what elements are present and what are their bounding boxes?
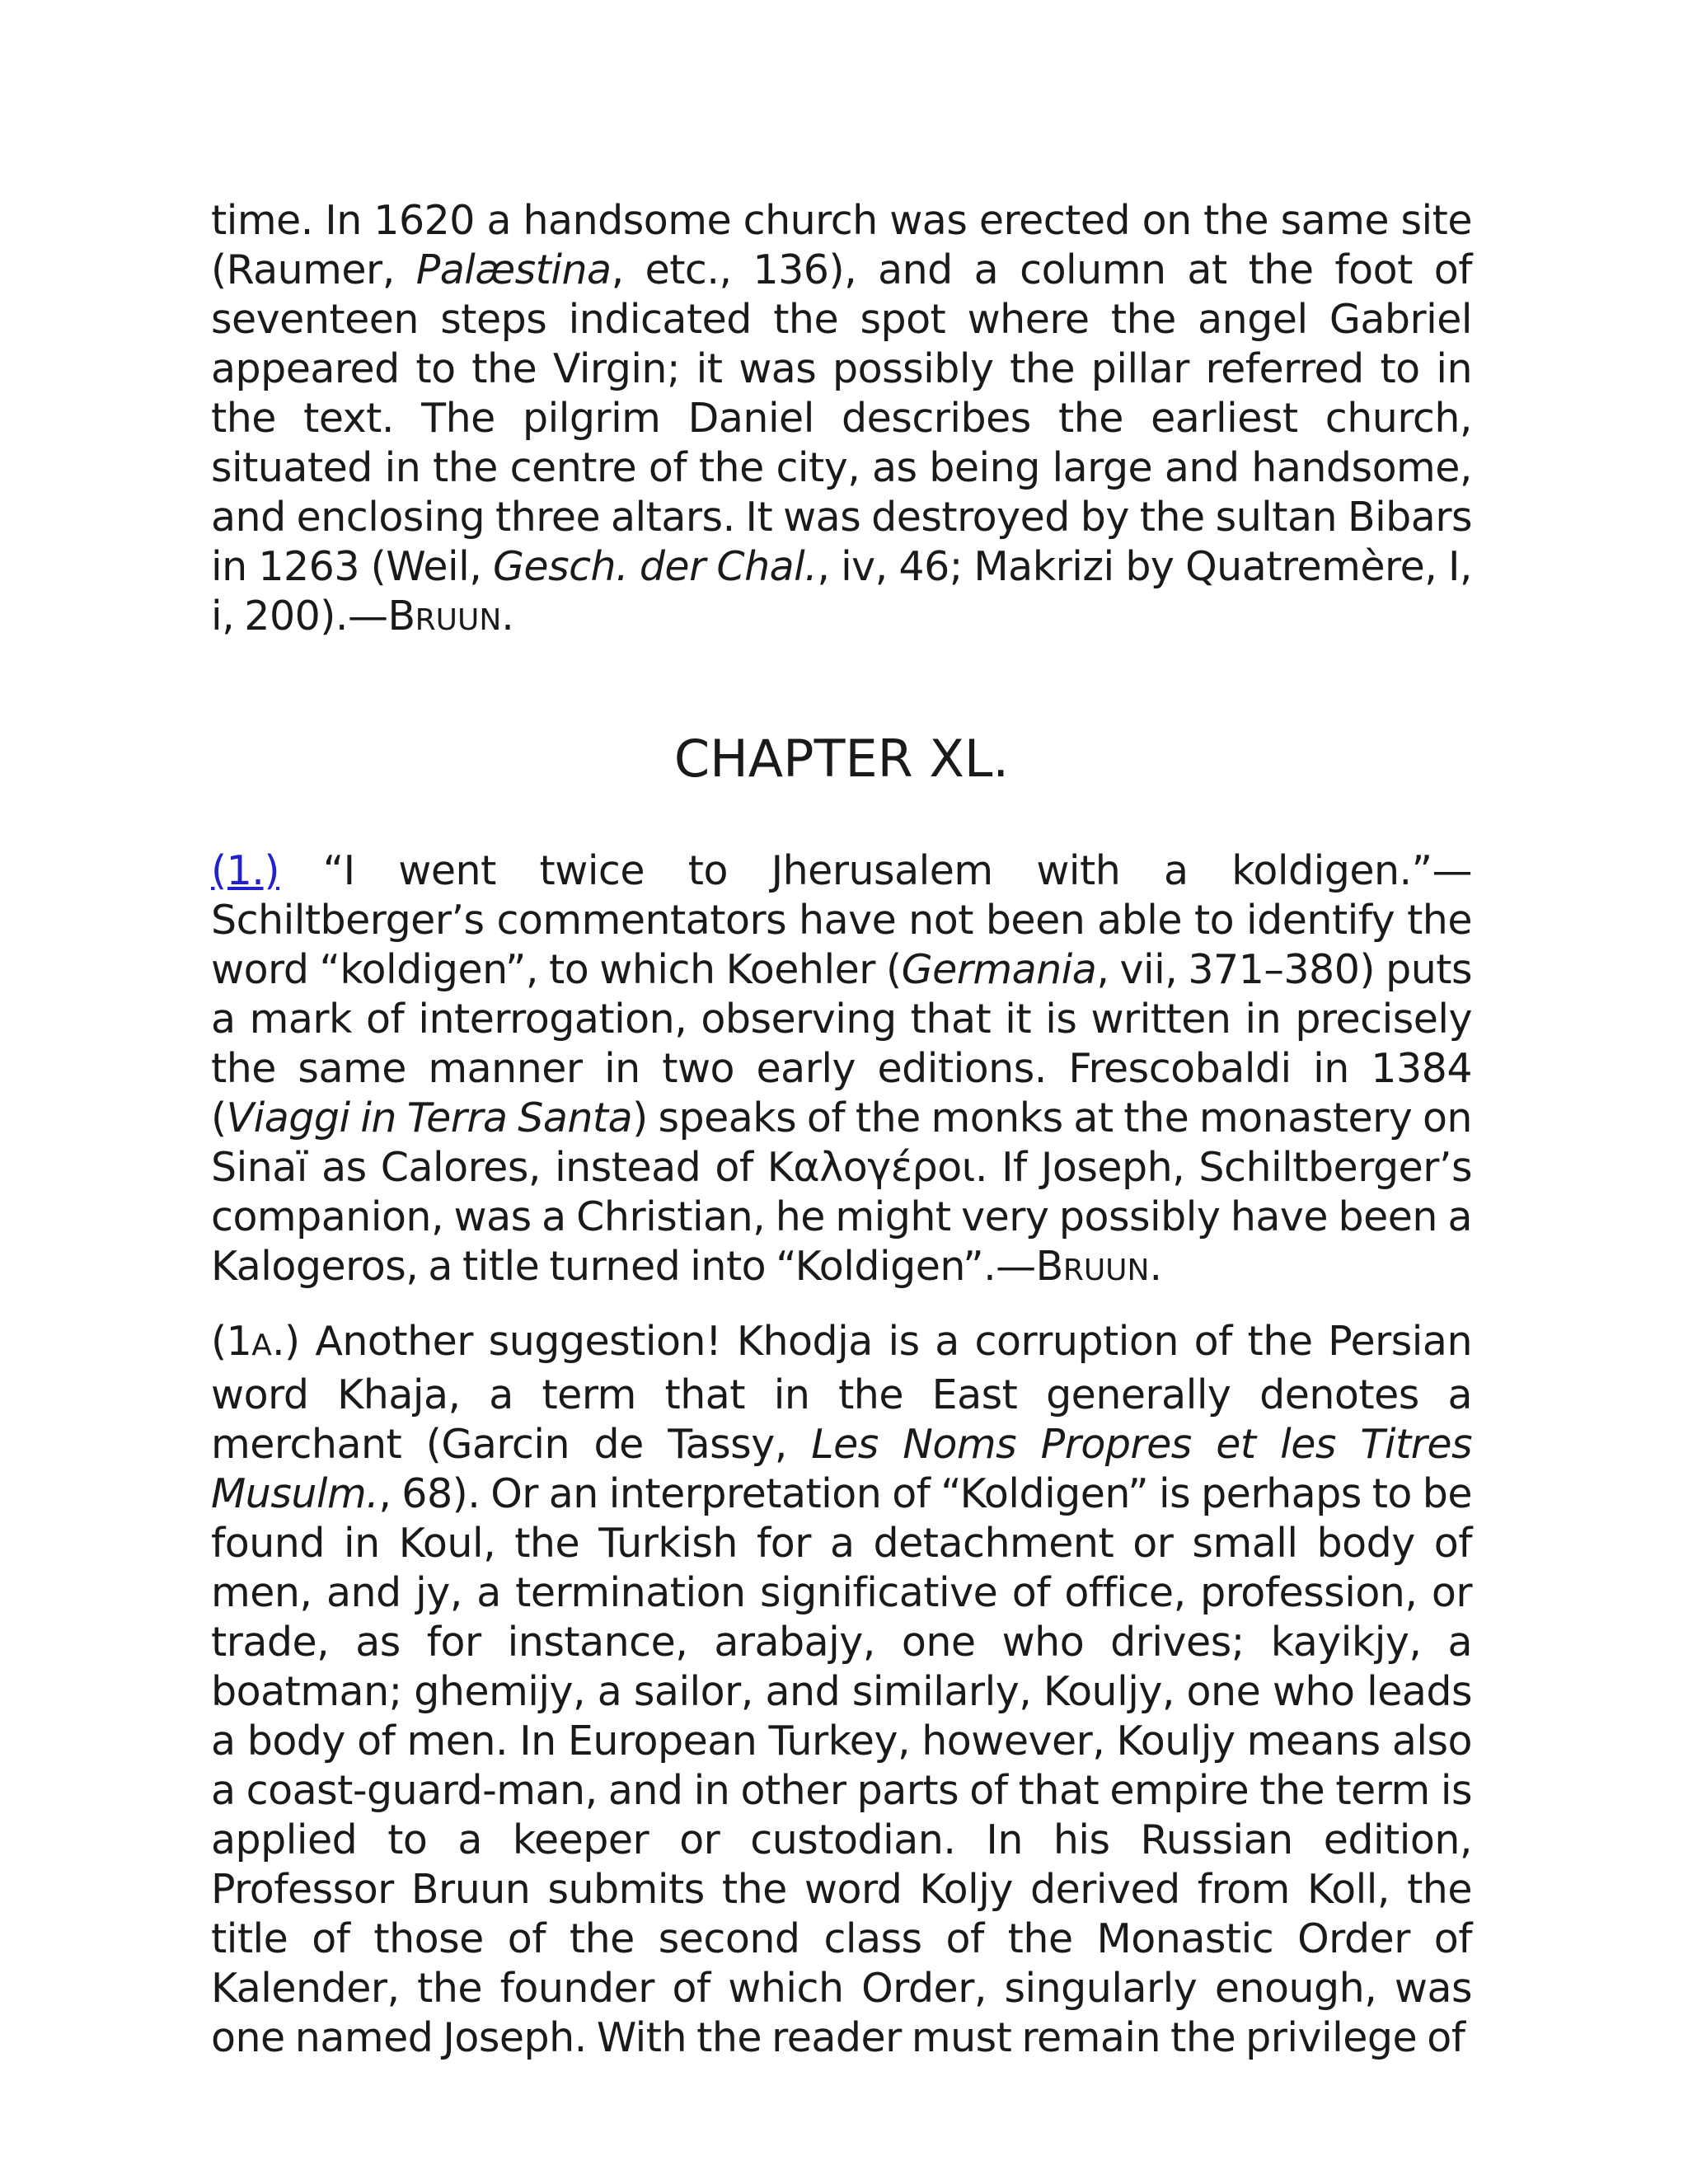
text-run: , 68). Or an interpretation of “Koldigen” is perhaps to be found in Koul, the Turkish for a detachment or small body of men, and jy, a termination significative of office, profession, or trade, as for instance, arabajy, one who drives; kayikjy, a boatman; ghemijy, a sailor, and similarly, Kouljy, one who leads a body of men. In European Turkey, however, Kouljy means also a coast-guard-man, and in other parts of that empire the term is applied to a keeper or custodian. In his Russian edition, Professor Bruun submits the word Koljy derived from Koll, the title of those of the second class of the Monastic Order of Kalender, the founder of which Order, singularly enough, was one named Joseph. With the reader must remain the privilege of bbox=[211, 1470, 1472, 2061]
italic-title: Les Noms Propres et les Titres Musulm. bbox=[211, 1421, 1472, 1517]
small-caps-letter: A bbox=[251, 1329, 272, 1362]
paragraph-continued bbox=[211, 196, 1472, 645]
text-run: time. In 1620 a handsome church was erected on the same site (Raumer, bbox=[211, 197, 1472, 293]
text-run: .) Another suggestion! Khodja is a corruption of the Persian word Khaja, a term that in the East generally denotes a merchant (Garcin de Tassy, bbox=[211, 1318, 1472, 1468]
chapter-heading: CHAPTER XL. bbox=[673, 729, 1010, 789]
italic-title: Viaggi in Terra Santa bbox=[226, 1094, 633, 1141]
italic-title: Gesch. der Chal. bbox=[492, 543, 818, 590]
italic-title: Palæstina bbox=[415, 246, 612, 293]
text-run: , iv, 46; Makrizi by Quatremère, I, i, 200).—B bbox=[211, 543, 1472, 640]
text-run: “I went twice to Jherusalem with a koldigen.”—Schiltberger’s commentators have not been able to identify the word “koldigen”, to which Koehler ( bbox=[211, 847, 1472, 993]
text-run: (1 bbox=[211, 1318, 252, 1365]
text-run: . bbox=[1149, 1243, 1162, 1290]
italic-title: Germania bbox=[901, 946, 1097, 993]
note-paragraph-1 bbox=[211, 846, 1472, 1296]
text-run: , vii, 371–380) puts a mark of interrogation, observing that it is written in precisely the same manner in two early editions. Frescobaldi in 1384 ( bbox=[211, 946, 1472, 1141]
text-run: , etc., 136), and a column at the foot of seventeen steps indicated the spot where the angel Gabriel appeared to the Virgin; it was possibly the pillar referred to in the text. The pilgrim Daniel describes the earliest church, situated in the centre of the city, as being large and handsome, and enclosing three altars. It was destroyed by the sultan Bibars in 1263 (Weil, bbox=[211, 246, 1472, 590]
text-run: ) speaks of the monks at the monastery on Sinaï as Calores, instead of Καλογέροι. If Joseph, Schiltberger’s companion, was a Christian, he might very possibly have been a Kalogeros, a title turned into “Koldigen”.—B bbox=[211, 1094, 1472, 1290]
note-paragraph-1a bbox=[211, 1317, 1472, 2063]
text-run: . bbox=[501, 593, 514, 640]
small-caps-author: RUUN bbox=[1062, 1254, 1150, 1287]
small-caps-author: RUUN bbox=[415, 603, 502, 637]
note-link[interactable]: (1.) bbox=[211, 847, 279, 894]
page-content bbox=[211, 196, 1472, 2063]
